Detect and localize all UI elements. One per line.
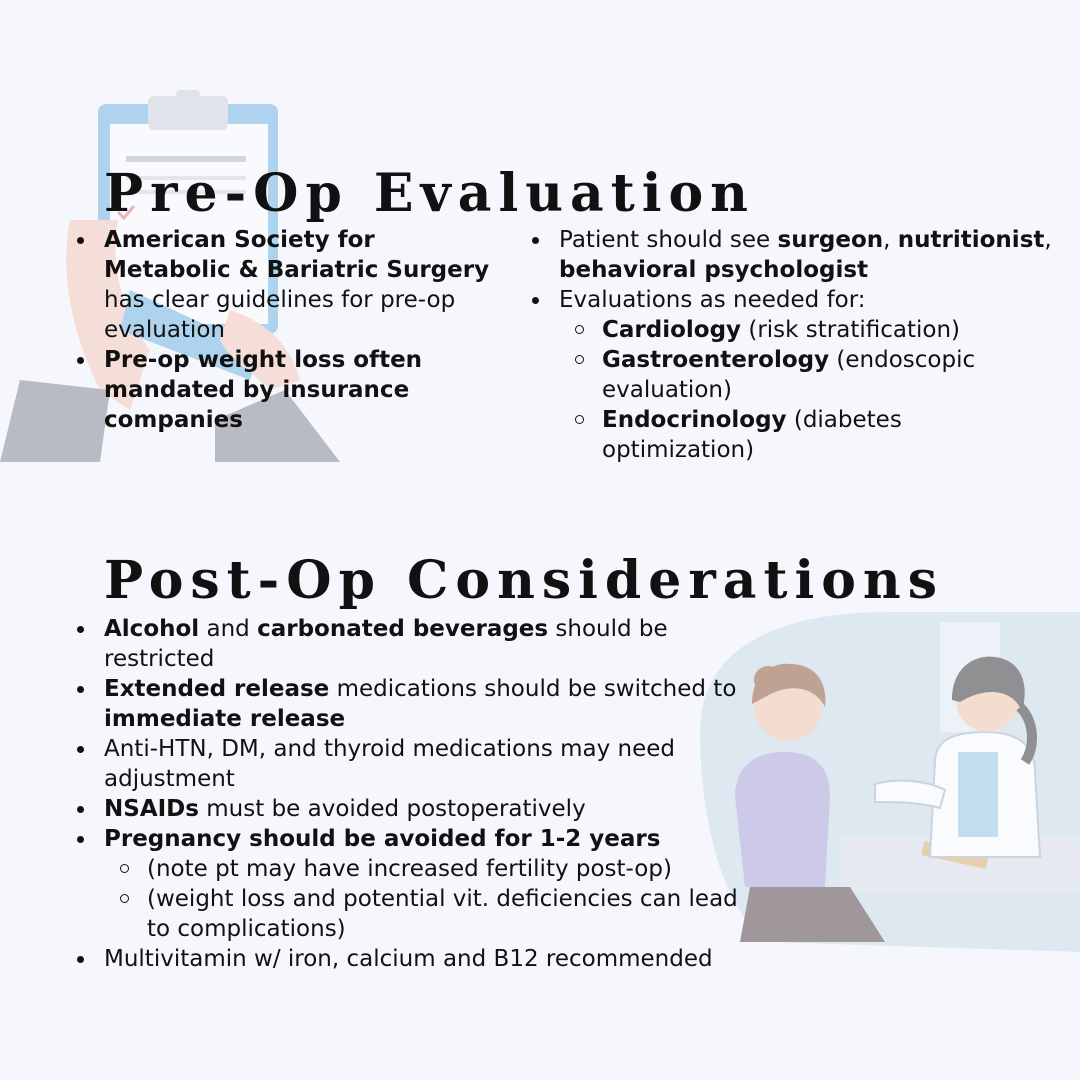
list-item: NSAIDs must be avoided postoperatively: [77, 794, 757, 824]
pregnancy-sublist: [120, 854, 757, 944]
list-item: Multivitamin w/ iron, calcium and B12 recommended: [77, 944, 757, 974]
sub-list-item: Gastroenterology (endoscopic evaluation): [575, 345, 1052, 405]
pre-op-title: Pre-Op Evaluation: [104, 163, 755, 224]
sub-list-item: (weight loss and potential vit. deficiencies can lead to complications): [120, 884, 757, 944]
sub-list-item: Cardiology (risk stratification): [575, 315, 1052, 345]
list-item: Pre-op weight loss often mandated by insurance companies: [77, 345, 497, 435]
list-item: Pregnancy should be avoided for 1-2 years (note pt may have increased fertility post-op) (weight loss and potential vit. deficiencies can lead to complications): [77, 824, 757, 944]
post-op-title: Post-Op Considerations: [104, 550, 945, 611]
list-item: American Society for Metabolic & Bariatric Surgery has clear guidelines for pre-op evaluation: [77, 225, 497, 345]
list-item: Patient should see surgeon, nutritionist, behavioral psychologist: [532, 225, 1052, 285]
pre-op-right-list: [532, 225, 1052, 465]
evaluation-sublist: [575, 315, 1052, 465]
sub-list-item: (note pt may have increased fertility post-op): [120, 854, 757, 884]
list-item: Evaluations as needed for: Cardiology (risk stratification) Gastroenterology (endoscopic evaluation) Endocrinology (diabetes optimization): [532, 285, 1052, 465]
post-op-list: [77, 614, 757, 974]
pre-op-left-list: [77, 225, 497, 435]
list-item: Extended release medications should be switched to immediate release: [77, 674, 757, 734]
sub-list-item: Endocrinology (diabetes optimization): [575, 405, 1052, 465]
list-item: Alcohol and carbonated beverages should be restricted: [77, 614, 757, 674]
list-item: Anti-HTN, DM, and thyroid medications may need adjustment: [77, 734, 757, 794]
